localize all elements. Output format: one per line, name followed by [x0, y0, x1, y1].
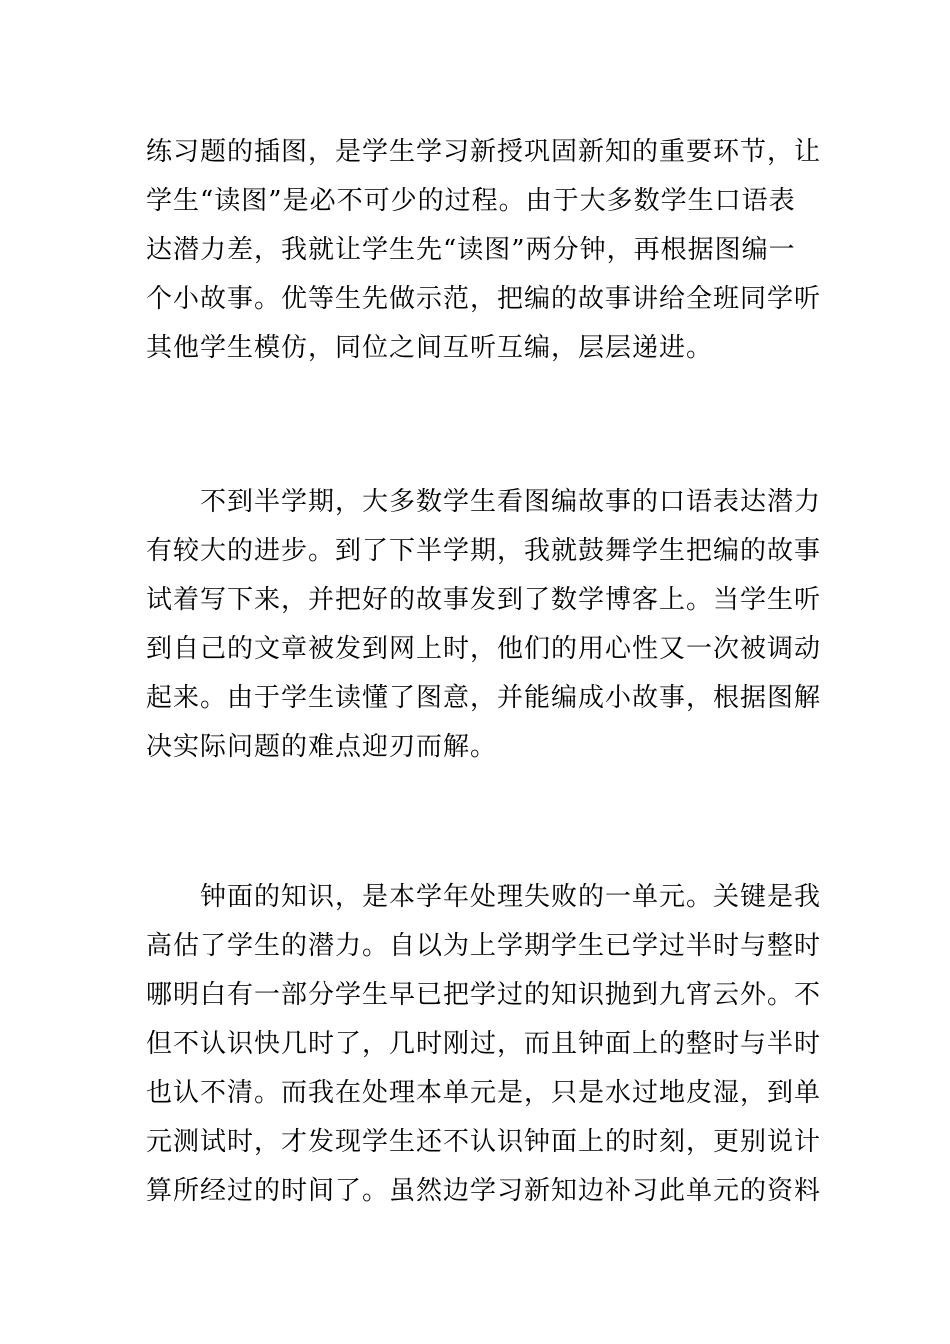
paragraph-clock-unit	[146, 873, 822, 1216]
paragraph-illustration-reading	[146, 128, 822, 373]
paragraph-line: 算所经过的时间了。虽然边学习新知边补习此单元的资料	[146, 1176, 822, 1206]
paragraph-line: 学生“读图”是必不可少的过程。由于大多数学生口语表	[146, 186, 796, 216]
paragraph-line: 个小故事。优等生先做示范，把编的故事讲给全班同学听	[146, 284, 822, 314]
paragraph-line: 不到半学期，大多数学生看图编故事的口语表达潜力	[146, 487, 822, 517]
paragraph-line: 有较大的进步。到了下半学期，我就鼓舞学生把编的故事	[146, 536, 822, 566]
paragraph-line: 到自己的文章被发到网上时，他们的用心性又一次被调动	[146, 634, 822, 664]
paragraph-story-progress	[146, 478, 822, 772]
paragraph-line: 高估了学生的潜力。自以为上学期学生已学过半时与整时	[146, 931, 822, 961]
paragraph-line: 达潜力差，我就让学生先“读图”两分钟，再根据图编一	[146, 235, 796, 265]
paragraph-line: 其他学生模仿，同位之间互听互编，层层递进。	[146, 333, 714, 363]
paragraph-line: 决实际问题的难点迎刃而解。	[146, 732, 498, 762]
paragraph-line: 起来。由于学生读懂了图意，并能编成小故事，根据图解	[146, 683, 822, 713]
paragraph-line: 钟面的知识，是本学年处理失败的一单元。关键是我	[146, 882, 822, 912]
paragraph-line: 试着写下来，并把好的故事发到了数学博客上。当学生听	[146, 585, 822, 615]
paragraph-line: 练习题的插图，是学生学习新授巩固新知的重要环节，让	[146, 137, 822, 167]
paragraph-line: 哪明白有一部分学生早已把学过的知识抛到九宵云外。不	[146, 980, 822, 1010]
paragraph-line: 也认不清。而我在处理本单元是，只是水过地皮湿，到单	[146, 1078, 822, 1108]
paragraph-line: 但不认识快几时了，几时刚过，而且钟面上的整时与半时	[146, 1029, 822, 1059]
paragraph-line: 元测试时，才发现学生还不认识钟面上的时刻，更别说计	[146, 1127, 822, 1157]
